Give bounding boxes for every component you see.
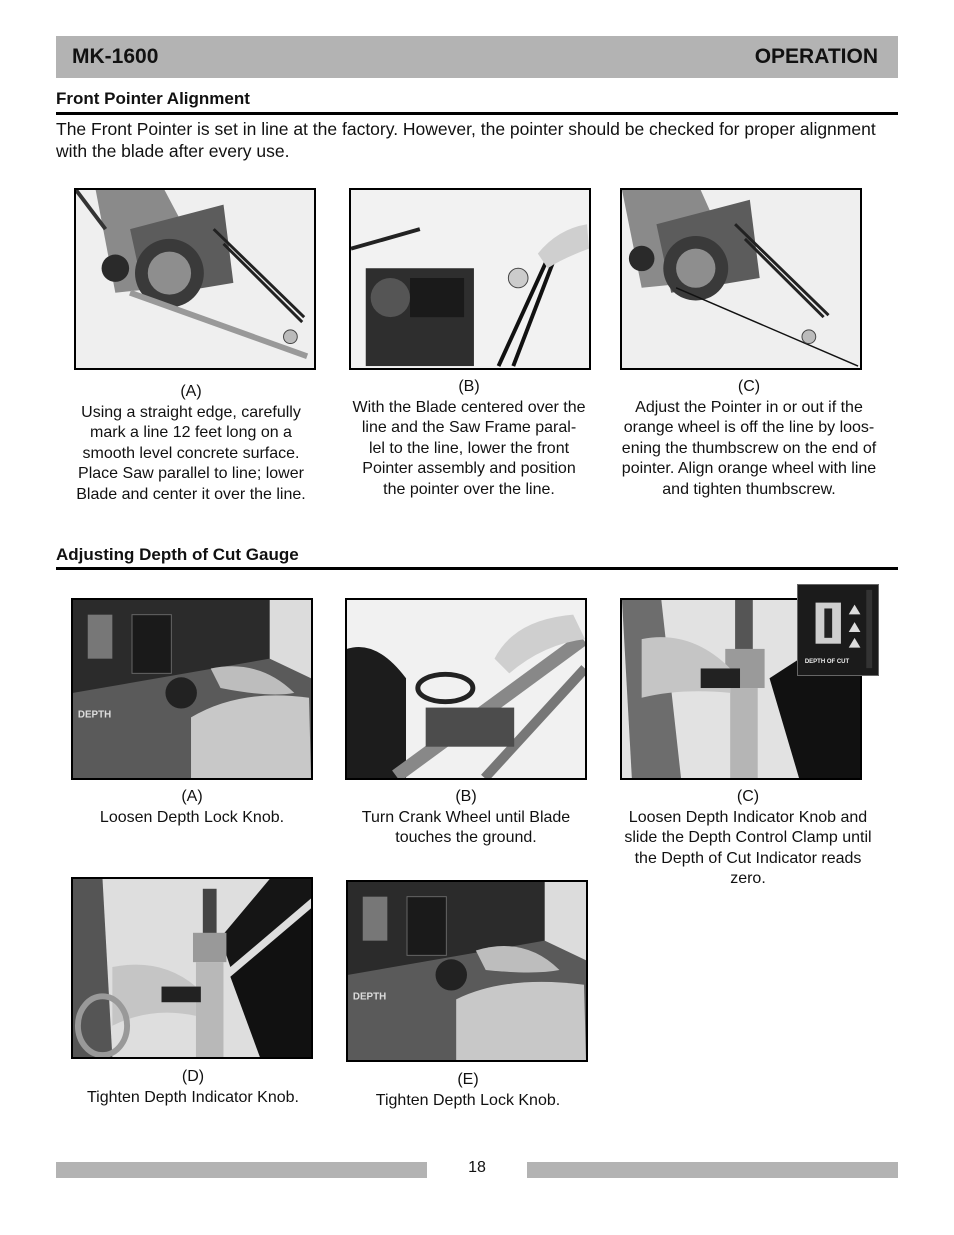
photo-depth-a <box>71 598 313 780</box>
caption-depth-b: (B) Turn Crank Wheel until Blade touches the ground. <box>361 788 571 847</box>
caption-front-pointer-a: (A) Using a straight edge, carefully mark a line 12 feet long on a smooth level concrete surface. Place Saw parallel to line; lower Blade and center it over the line. <box>76 383 306 503</box>
caption-front-pointer-b: (B) With the Blade centered over the line and the Saw Frame paral- lel to the line, lower the front Pointer assembly and position the pointer over the line. <box>352 378 586 498</box>
photo-front-pointer-a <box>74 188 316 370</box>
page-number: 18 <box>468 1159 486 1176</box>
caption-depth-c: (C) Loosen Depth Indicator Knob and slide the Depth Control Clamp until the Depth of Cut Indicator reads zero. <box>624 788 872 888</box>
model-name: MK-1600 <box>72 45 159 68</box>
depth-of-cut-label: DEPTH OF CUT <box>804 659 850 665</box>
photo-front-pointer-b <box>349 188 591 370</box>
photo-front-pointer-c <box>620 188 862 370</box>
depth-of-cut-indicator-inset <box>797 584 879 676</box>
caption-depth-e: (E) Tighten Depth Lock Knob. <box>375 1071 561 1109</box>
photo-depth-b <box>345 598 587 780</box>
depth-gauge-heading: Adjusting Depth of Cut Gauge <box>56 545 299 564</box>
section-rule <box>56 567 898 570</box>
caption-front-pointer-c: (C) Adjust the Pointer in or out if the orange wheel is off the line by loos- ening the thumbscrew on the end of pointer. Align orange wheel with line and tighten thumbscrew. <box>621 378 877 498</box>
section-name: OPERATION <box>754 45 878 68</box>
section-rule <box>56 112 898 115</box>
photo-depth-e <box>346 880 588 1062</box>
caption-depth-d: (D) Tighten Depth Indicator Knob. <box>87 1068 299 1106</box>
svg-text:DEPTH: DEPTH <box>352 991 387 1003</box>
front-pointer-intro: The Front Pointer is set in line at the factory. However, the pointer should be checked for proper alignment with the blade after every use. <box>56 119 876 161</box>
footer-bar-left <box>56 1162 427 1178</box>
footer-bar-right <box>527 1162 898 1178</box>
photo-depth-d <box>71 877 313 1059</box>
page-header <box>56 36 898 78</box>
svg-text:DEPTH: DEPTH <box>77 709 112 721</box>
caption-depth-a: (A) Loosen Depth Lock Knob. <box>99 788 285 826</box>
front-pointer-heading: Front Pointer Alignment <box>56 89 250 108</box>
